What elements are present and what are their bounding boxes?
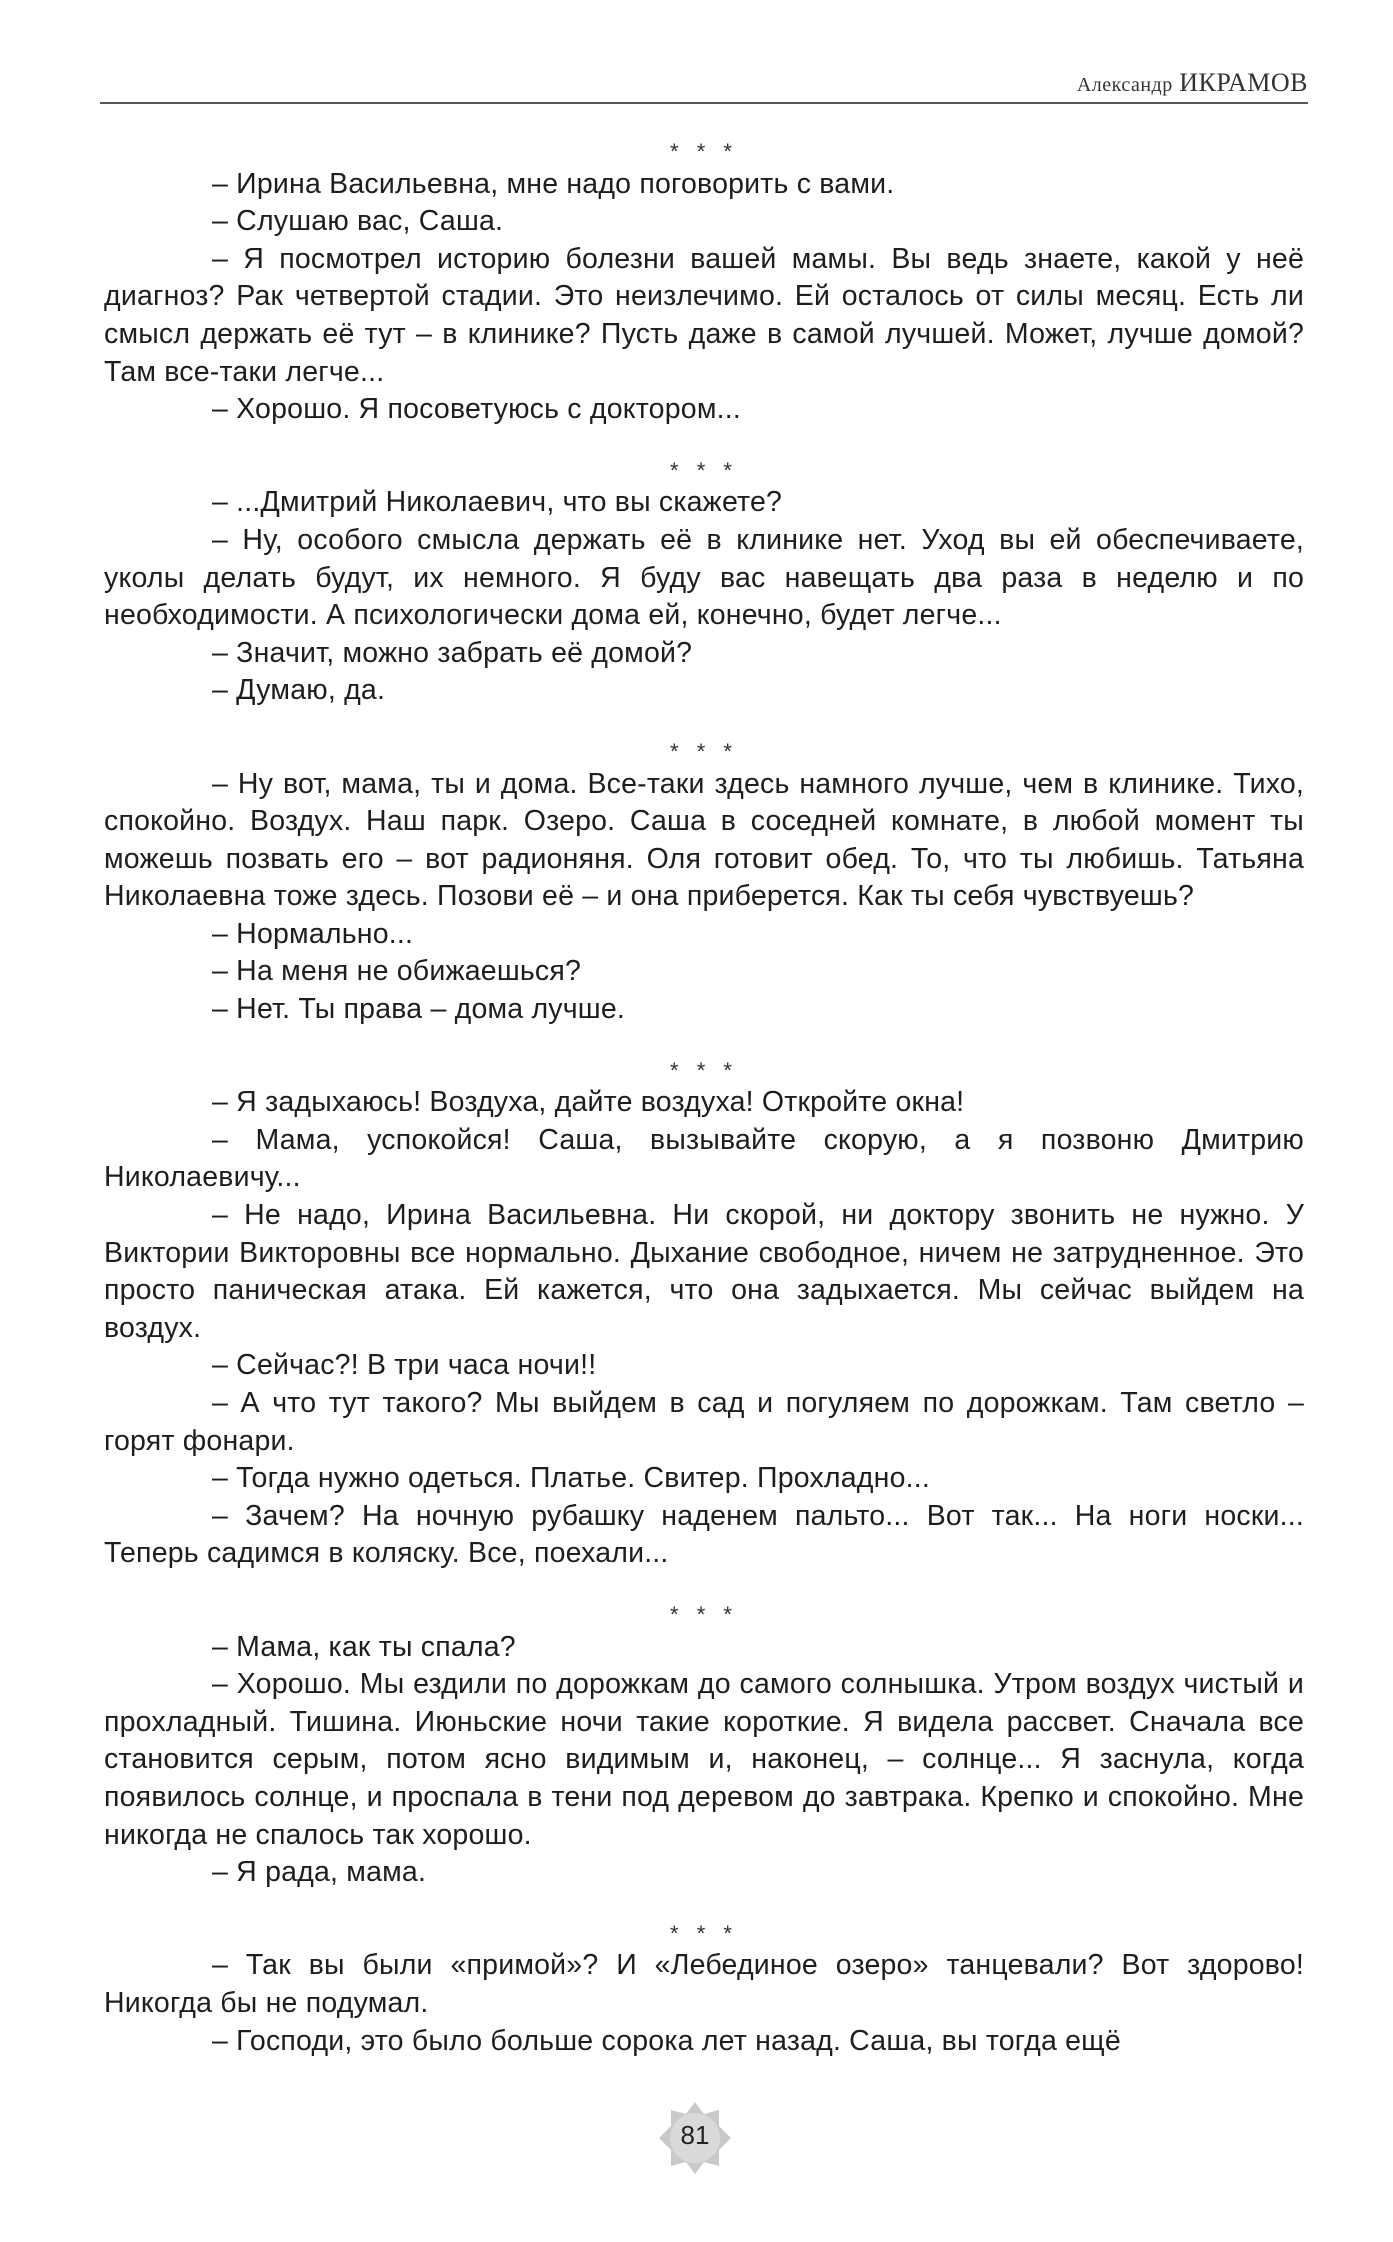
paragraph: – Мама, как ты спала? <box>212 1630 516 1663</box>
section-separator: * * * <box>670 738 738 764</box>
paragraph: – Тогда нужно одеться. Платье. Свитер. Прохладно... <box>212 1462 930 1495</box>
author-first-name: Александр <box>1076 74 1173 96</box>
paragraph: – Так вы были «примой»? И «Лебединое озеро» танцевали? Вот здорово! Никогда бы не подумал. <box>104 1949 1304 2019</box>
paragraph: – Хорошо. Я посоветуюсь с доктором... <box>212 393 741 426</box>
header-author <box>1077 68 1308 98</box>
paragraph: – Я рада, мама. <box>212 1856 427 1889</box>
paragraph: – Ну, особого смысла держать её в клинике нет. Уход вы ей обеспечиваете, уколы делать будут, их немного. Я буду вас навещать два раза в неделю и по необходимости. А психологически дома ей, конечно, будет легче... <box>104 523 1304 632</box>
running-header <box>100 68 1308 104</box>
section-separator: * * * <box>670 1920 738 1946</box>
section-separator: * * * <box>670 1057 738 1083</box>
paragraph: – Ирина Васильевна, мне надо поговорить с вами. <box>212 167 895 200</box>
paragraph: – Зачем? На ночную рубашку наденем пальто... Вот так... На ноги носки... Теперь садимся в коляску. Все, поехали... <box>104 1499 1304 1570</box>
paragraph: – Мама, успокойся! Саша, вызывайте скорую, а я позвоню Дмитрию Николаевичу... <box>104 1123 1304 1194</box>
paragraph: – Я посмотрел историю болезни вашей мамы. Вы ведь знаете, какой у неё диагноз? Рак четвертой стадии. Это неизлечимо. Ей осталось от силы месяц. Есть ли смысл держать её тут – в клинике? Пусть даже в самой лучшей. Может, лучше домой? Там все-таки легче... <box>104 242 1304 388</box>
section-separator: * * * <box>670 1601 738 1627</box>
paragraph: – Господи, это было больше сорока лет назад. Саша, вы тогда ещё <box>212 2024 1121 2057</box>
section-separator: * * * <box>670 457 738 483</box>
paragraph: – Думаю, да. <box>212 674 386 707</box>
paragraph: – Нормально... <box>212 917 414 950</box>
paragraph: – Сейчас?! В три часа ночи!! <box>212 1349 597 1382</box>
paragraph: – Не надо, Ирина Васильевна. Ни скорой, ни доктору звонить не нужно. У Виктории Викторовны все нормально. Дыхание свободное, ничем не затрудненное. Это просто паническая атака. Ей кажется, что она задыхается. Мы сейчас выйдем на воздух. <box>104 1199 1304 1344</box>
paragraph: – А что тут такого? Мы выйдем в сад и погуляем по дорожкам. Там светло – горят фонари. <box>104 1387 1304 1457</box>
section-separator: * * * <box>670 139 738 164</box>
paragraph: – Слушаю вас, Саша. <box>212 205 504 238</box>
paragraph: – ...Дмитрий Николаевич, что вы скажете? <box>212 486 783 519</box>
paragraph: – На меня не обижаешься? <box>212 955 582 988</box>
paragraph: – Нет. Ты права – дома лучше. <box>212 993 626 1026</box>
paragraph: – Ну вот, мама, ты и дома. Все-таки здесь намного лучше, чем в клинике. Тихо, спокойно. Воздух. Наш парк. Озеро. Саша в соседней комнате, в любой момент ты можешь позвать его – вот радионяня. Оля готовит обед. То, что ты любишь. Татьяна Николаевна тоже здесь. Позови её – и она приберется. Как ты себя чувствуешь? <box>104 767 1304 913</box>
author-last-name: ИКРАМОВ <box>1179 68 1308 97</box>
paragraph: – Значит, можно забрать её домой? <box>212 636 693 669</box>
paragraph: – Я задыхаюсь! Воздуха, дайте воздуха! Откройте окна! <box>212 1086 965 1119</box>
page-number: 81 <box>680 2120 710 2150</box>
page-body <box>104 128 1304 2060</box>
paragraph: – Хорошо. Мы ездили по дорожкам до самого солнышка. Утром воздух чистый и прохладный. Тишина. Июньские ночи такие короткие. Я видела рассвет. Сначала все становится серым, потом ясно видимым и, наконец, – солнце... Я заснула, когда появилось солнце, и проспала в тени под деревом до завтрака. Крепко и спокойно. Мне никогда не спалось так хорошо. <box>104 1668 1304 1851</box>
page-number-badge <box>657 2100 733 2176</box>
